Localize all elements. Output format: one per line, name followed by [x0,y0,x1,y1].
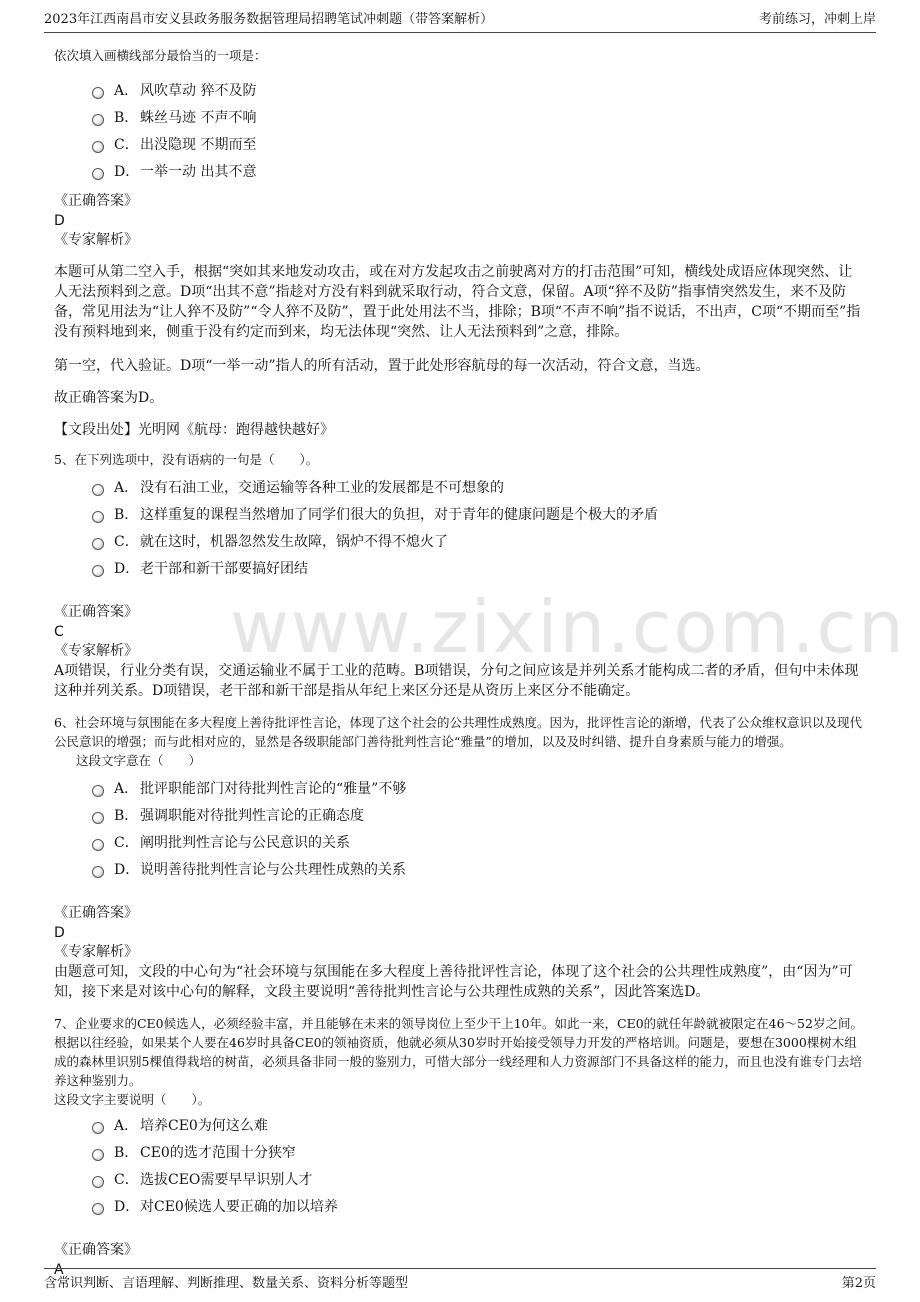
question-stem: 7、企业要求的CE0候选人，必须经验丰富，并且能够在未来的领导岗位上至少干上10年。如此一来，CE0的就任年龄就被限定在46～52岁之间。根据以往经验，如果某个人要在46岁时具备CE0的领袖资质，他就必须从30岁时开始接受领导力开发的严格培训。问题是，要想在3000棵树木组成的森林里识别5棵值得栽培的树苗，必须具备非同一般的鉴别力，可惜大部分一线经理和人力资源部门不具备这样的能力，而且也没有谁专门去培养这种鉴别力。 [54,1016,863,1088]
option-b[interactable]: B． 蛛丝马迹 不声不响 [92,103,866,130]
question-4 [54,46,866,440]
radio-icon[interactable] [92,87,104,99]
question-stem: 6、社会环境与氛围能在多大程度上善待批评性言论，体现了这个社会的公共理性成熟度。因为，批评性言论的渐增，代表了公众维权意识以及现代公民意识的增强；而与此相对应的，显然是各级职能部门善待批判性言论“雅量”的增加，以及及时纠错、提升自身素质与能力的增强。 [54,715,862,749]
correct-answer: C [54,624,64,640]
answer-label: 《正确答案》 [54,905,138,921]
radio-icon[interactable] [92,511,104,523]
header-slogan: 考前练习，冲刺上岸 [758,12,876,27]
radio-icon[interactable] [92,1203,104,1215]
option-d[interactable]: D． 说明善待批判性言论与公共理性成熟的关系 [92,855,866,882]
answer-label: 《正确答案》 [54,193,138,209]
page-footer [44,1268,876,1293]
page-header [44,8,876,33]
analysis-label: 《专家解析》 [54,944,138,960]
option-d[interactable]: D． 老干部和新干部要搞好团结 [92,554,866,581]
option-c[interactable]: C． 选拔CEO需要早早识别人才 [92,1165,866,1192]
radio-icon[interactable] [92,1176,104,1188]
radio-icon[interactable] [92,866,104,878]
option-b[interactable]: B． CE0的选才范围十分狭窄 [92,1138,866,1165]
radio-icon[interactable] [92,168,104,180]
option-d[interactable]: D． 对CE0候选人要正确的加以培养 [92,1192,866,1219]
question-prompt: 这段文字意在（ ） [76,753,202,768]
option-c[interactable]: C． 出没隐现 不期而至 [92,130,866,157]
answer-label: 《正确答案》 [54,1242,138,1258]
analysis-text: 本题可从第二空入手，根据“突如其来地发动攻击，或在对方发起攻击之前驶离对方的打击范围”可知，横线处成语应体现突然、让人无法预料到之意。D项“出其不意”指趁对方没有料到就采取行动，符合文意，保留。A项“猝不及防”指事情突然发生，来不及防备，常见用法为“让人猝不及防”“令人猝不及防”，置于此处用法不当，排除；B项“不声不响”指不说话，不出声，C项“不期而至”指没有预料地到来，侧重于没有约定而到来，均无法体现“突然、让人无法预料到”之意，排除。 [54,264,861,340]
option-b[interactable]: B． 这样重复的课程当然增加了同学们很大的负担，对于青年的健康问题是个极大的矛盾 [92,500,866,527]
radio-icon[interactable] [92,141,104,153]
option-a[interactable]: A． 批评职能部门对待批判性言论的“雅量”不够 [92,774,866,801]
option-b[interactable]: B． 强调职能对待批判性言论的正确态度 [92,801,866,828]
analysis-text: 第一空，代入验证。D项“一举一动”指人的所有活动，置于此处形容航母的每一次活动，符合文意，当选。 [54,358,710,374]
analysis-text: A项错误，行业分类有误，交通运输业不属于工业的范畴。B项错误，分句之间应该是并列关系才能构成二者的矛盾，但句中未体现这种并列关系。D项错误，老干部和新干部是指从年纪上来区分还是从资历上来区分不能确定。 [54,663,859,699]
correct-answer: D [54,213,65,229]
source-citation: 【文段出处】光明网《航母：跑得越快越好》 [54,422,334,438]
radio-icon[interactable] [92,812,104,824]
question-7-options [92,1111,866,1219]
correct-answer: D [54,925,65,941]
option-a[interactable]: A． 没有石油工业，交通运输等各种工业的发展都是不可想象的 [92,473,866,500]
radio-icon[interactable] [92,785,104,797]
question-4-intro: 依次填入画横线部分最恰当的一项是： [54,48,267,63]
radio-icon[interactable] [92,839,104,851]
radio-icon[interactable] [92,114,104,126]
option-d[interactable]: D． 一举一动 出其不意 [92,157,866,184]
option-c[interactable]: C． 阐明批判性言论与公民意识的关系 [92,828,866,855]
radio-icon[interactable] [92,565,104,577]
answer-label: 《正确答案》 [54,604,138,620]
question-stem: 5、在下列选项中，没有语病的一句是（ ）。 [54,452,319,467]
footer-note: 含常识判断、言语理解、判断推理、数量关系、资料分析等题型 [44,1275,409,1291]
page-content [54,46,866,1280]
watermark: www.zixin.com.cn [230,585,906,669]
option-a[interactable]: A． 风吹草动 猝不及防 [92,76,866,103]
analysis-label: 《专家解析》 [54,232,138,248]
radio-icon[interactable] [92,1122,104,1134]
page-number: 第2页 [841,1275,876,1291]
document-title: 2023年江西南昌市安义县政务服务数据管理局招聘笔试冲刺题（带答案解析） [44,12,494,27]
analysis-text: 由题意可知，文段的中心句为“社会环境与氛围能在多大程度上善待批评性言论，体现了这个社会的公共理性成熟度”，由“因为”可知，接下来是对该中心句的解释，文段主要说明“善待批判性言论与公共理性成熟的关系”，因此答案选D。 [54,964,853,1000]
question-6 [54,713,866,1002]
question-5 [54,450,866,701]
radio-icon[interactable] [92,484,104,496]
analysis-text: 故正确答案为D。 [54,390,164,406]
option-c[interactable]: C． 就在这时，机器忽然发生故障，锅炉不得不熄火了 [92,527,866,554]
radio-icon[interactable] [92,1149,104,1161]
radio-icon[interactable] [92,538,104,550]
question-prompt: 这段文字主要说明（ ）。 [54,1092,211,1107]
question-6-options [92,774,866,882]
option-a[interactable]: A． 培养CE0为何这么难 [92,1111,866,1138]
question-7 [54,1014,866,1280]
analysis-label: 《专家解析》 [54,643,138,659]
question-4-options [92,76,866,184]
question-5-options [92,473,866,581]
correct-answer: A [54,1262,64,1278]
